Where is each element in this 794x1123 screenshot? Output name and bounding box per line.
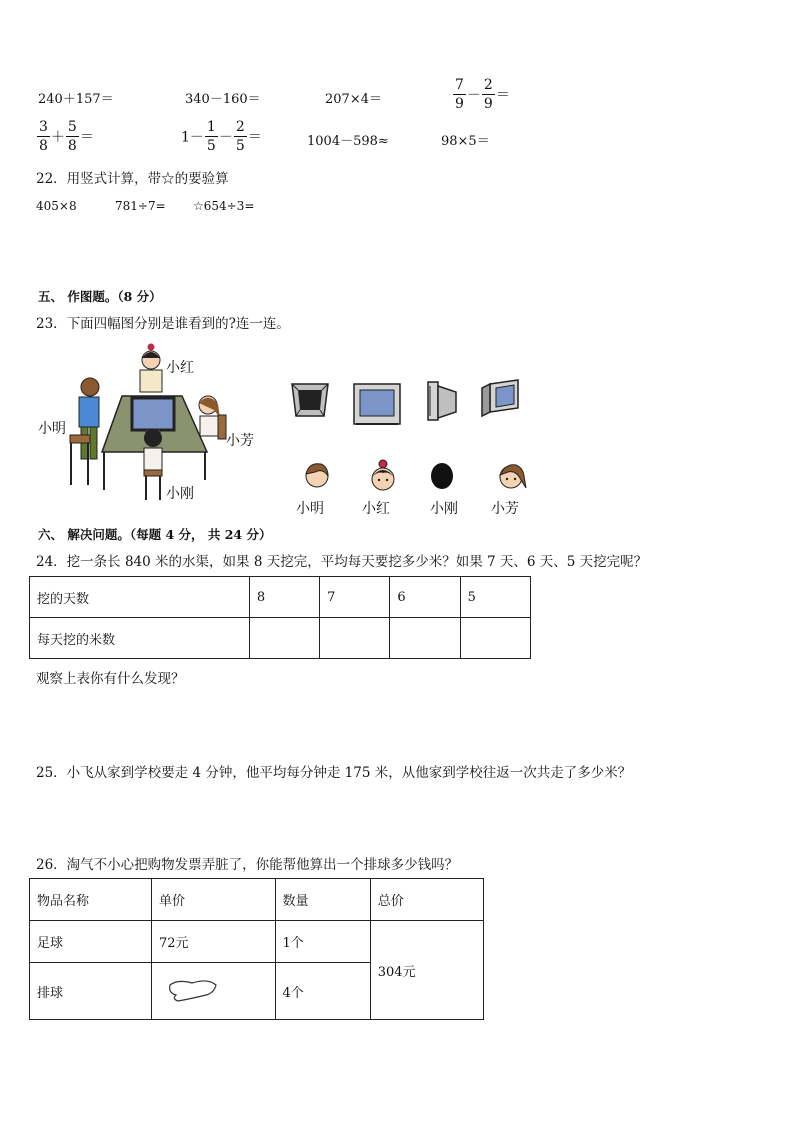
calc-2-1: $\frac{3}{8}$ ＋ $\frac{5}{8}$ ＝ [39,119,94,154]
table-cell: 7 [320,577,390,618]
table-cell: 足球 [30,921,152,963]
bottom-name-2: 小红 [362,501,390,517]
calc-1-1: 240＋157＝ [38,92,114,107]
calc-1-2: 340－160＝ [185,92,261,107]
monitor-view-1-icon [290,380,330,420]
table-cell [152,963,276,1020]
q22-problem-1: 405×8 [36,199,77,213]
answer-cell[interactable] [390,618,460,659]
q22-problem-2: 781÷7= [115,199,166,213]
table-header: 物品名称 [30,879,152,921]
q26-title: 26．淘气不小心把购物发票弄脏了，你能帮他算出一个排球多少钱吗？ [36,857,459,873]
table-row [30,577,531,618]
calc-2-3: 1004－598≈ [307,134,389,149]
head-xiaoming-icon [303,460,331,492]
bottom-name-1: 小明 [296,501,324,517]
q23-title: 23．下面四幅图分别是谁看到的?连一连。 [36,316,290,332]
q24-table [29,576,531,659]
bottom-name-4: 小芳 [491,501,519,517]
table-cell: 1个 [275,921,370,963]
table-cell: 72元 [152,921,276,963]
calc-2-2: 1－ $\frac{1}{5}$ － $\frac{2}{5}$ ＝ [181,119,262,154]
label-xiaofang: 小芳 [226,433,254,449]
classroom-scene-illustration [60,340,240,510]
head-xiaogang-icon [428,458,456,492]
calc-1-3: 207×4＝ [325,92,382,107]
monitor-view-2-icon [352,382,402,428]
monitor-view-4-icon [480,378,522,422]
table-row [30,879,484,921]
ink-stain-icon [164,975,224,1007]
fraction: $\frac{7}{9}$ [455,77,464,112]
answer-cell[interactable] [249,618,319,659]
table-cell: 304元 [370,921,483,1020]
table-row [30,921,484,963]
monitor-view-3-icon [424,378,460,424]
answer-cell[interactable] [320,618,390,659]
q26-invoice-table [29,878,484,1020]
label-xiaohong: 小红 [166,360,194,376]
calc-2-4: 98×5＝ [441,134,490,149]
table-cell: 排球 [30,963,152,1020]
label-xiaoming: 小明 [38,421,66,437]
bottom-name-3: 小刚 [430,501,458,517]
fraction: $\frac{3}{8}$ [39,119,48,154]
label-xiaogang: 小刚 [166,486,194,502]
head-xiaohong-icon [368,458,398,494]
table-cell: 挖的天数 [30,577,250,618]
fraction: $\frac{1}{5}$ [206,119,216,154]
q22-problem-3: ☆654÷3= [193,199,255,213]
table-cell: 每天挖的米数 [30,618,250,659]
table-cell: 8 [249,577,319,618]
fraction: $\frac{2}{9}$ [483,77,493,112]
table-header: 单价 [152,879,276,921]
section-6-heading: 六、 解决问题。（每题 4 分， 共 24 分） [38,527,272,542]
answer-cell[interactable] [460,618,530,659]
table-row [30,618,531,659]
table-cell: 4个 [275,963,370,1020]
q24-title: 24．挖一条长 840 米的水渠，如果 8 天挖完，平均每天要挖多少米？如果 7 天、6 天、5 天挖完呢？ [36,554,648,570]
q25-title: 25．小飞从家到学校要走 4 分钟，他平均每分钟走 175 米，从他家到学校往返一次共走了多少米？ [36,765,632,781]
q22-title: 22．用竖式计算，带☆的要验算 [36,171,229,187]
table-cell: 5 [460,577,530,618]
fraction: $\frac{2}{5}$ [235,119,245,154]
fraction: $\frac{5}{8}$ [67,119,77,154]
section-5-heading: 五、 作图题。（8 分） [38,289,162,304]
head-xiaofang-icon [496,460,528,494]
calc-1-4: $\frac{7}{9}$ － $\frac{2}{9}$ ＝ [455,77,510,112]
table-header: 数量 [275,879,370,921]
table-header: 总价 [370,879,483,921]
table-cell: 6 [390,577,460,618]
q24-observe: 观察上表你有什么发现？ [36,671,185,687]
